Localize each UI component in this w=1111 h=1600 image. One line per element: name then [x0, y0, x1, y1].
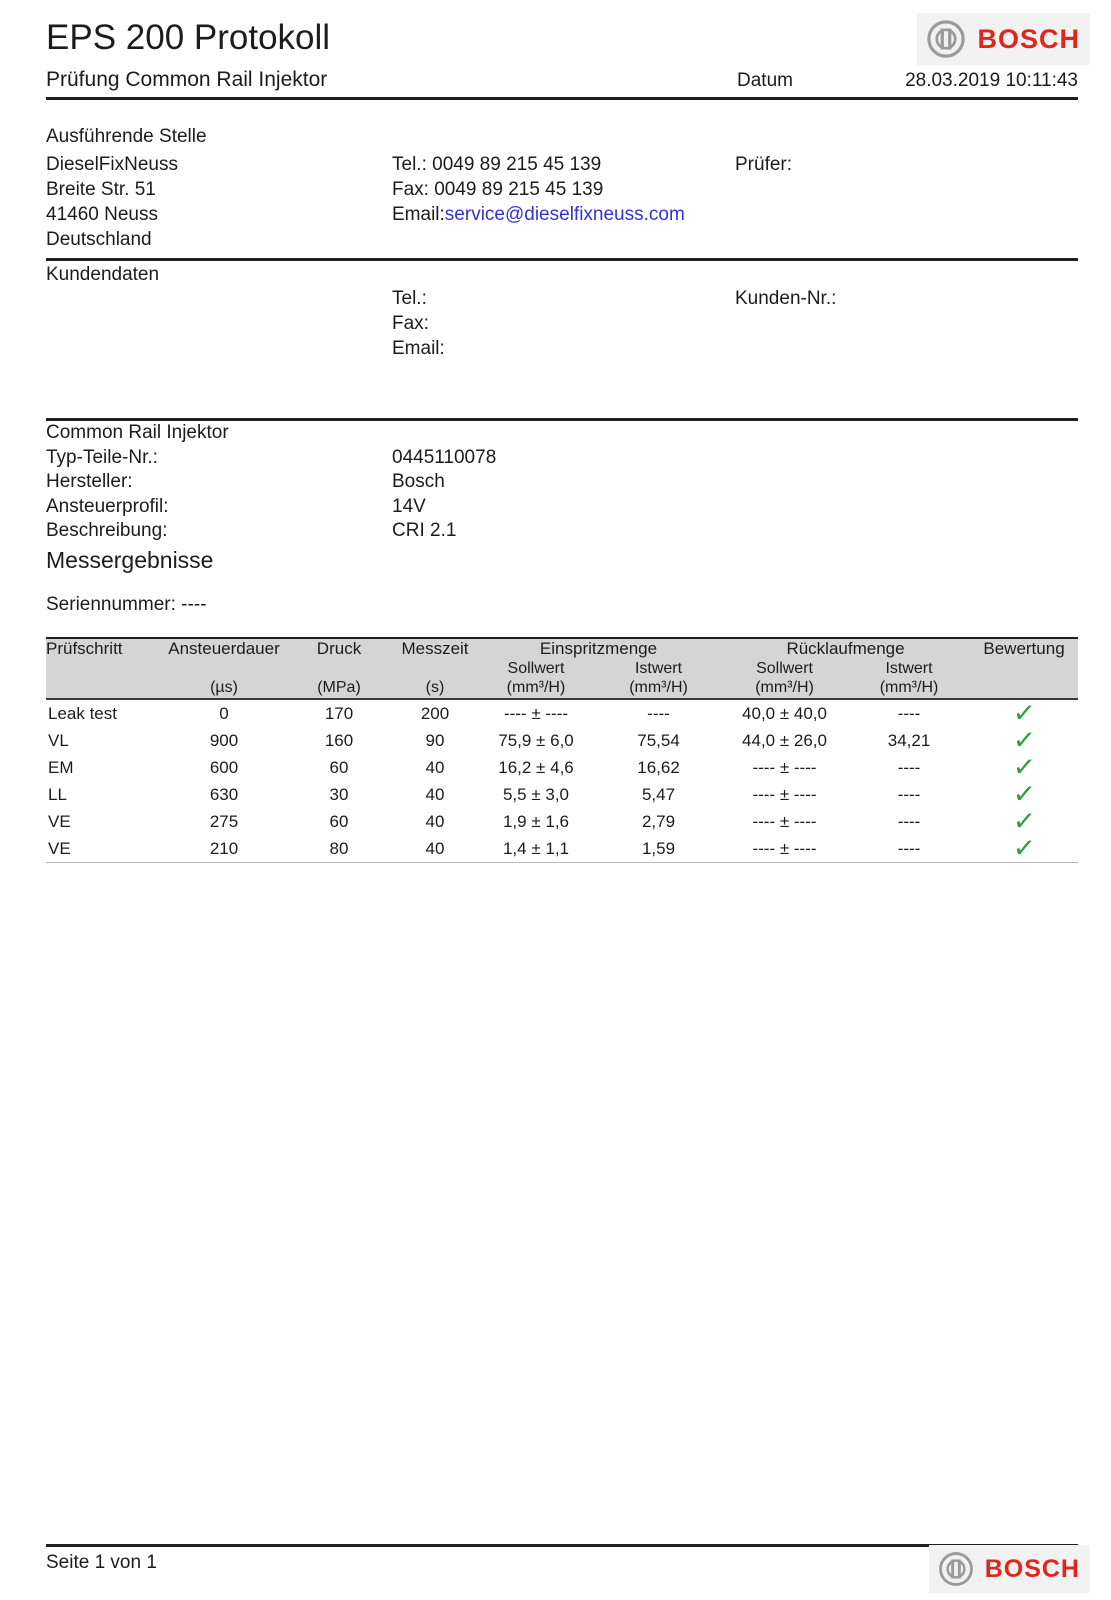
- pass-check-icon: ✓: [1011, 805, 1037, 837]
- customer-number-label: Kunden-Nr.:: [735, 288, 837, 309]
- unit-einspritz-soll: (mm³/H): [476, 678, 596, 699]
- page-number: Seite 1 von 1: [46, 1552, 157, 1573]
- pass-check-icon: ✓: [1011, 751, 1037, 783]
- subheader-ruecklauf-sollwert: Sollwert: [756, 659, 813, 677]
- cell-ansteuerdauer: 900: [209, 730, 239, 750]
- pass-check-icon: ✓: [1011, 724, 1037, 756]
- injector-type-row: [46, 446, 496, 470]
- col-header-bewertung: Bewertung: [970, 638, 1078, 659]
- site-name: DieselFixNeuss: [46, 154, 178, 175]
- col-group-ruecklaufmenge: Rücklaufmenge: [721, 638, 970, 659]
- cell-pruefschritt: VE: [48, 811, 71, 831]
- subheader-einspritz-istwert: Istwert: [634, 659, 683, 677]
- subheader-einspritz-sollwert: Sollwert: [507, 659, 565, 677]
- unit-messzeit: (s): [394, 678, 476, 699]
- executing-site-address: [46, 152, 178, 252]
- cell-messzeit: 40: [394, 835, 476, 863]
- cell-ruecklauf-soll: 40,0 ± 40,0: [742, 703, 827, 723]
- col-group-einspritzmenge: Einspritzmenge: [476, 638, 721, 659]
- cell-pruefschritt: Leak test: [48, 703, 117, 723]
- table-row: [46, 808, 1078, 835]
- cell-einspritz-ist: ----: [647, 703, 670, 723]
- cell-ruecklauf-soll: ---- ± ----: [752, 811, 817, 831]
- cell-ansteuerdauer: 630: [209, 784, 239, 804]
- header-divider: [46, 97, 1078, 100]
- site-country: Deutschland: [46, 229, 152, 250]
- injector-description-row: [46, 519, 496, 543]
- unit-ruecklauf-ist: (mm³/H): [848, 678, 970, 699]
- serial-label: Seriennummer:: [46, 594, 176, 615]
- table-header: [46, 638, 1078, 699]
- bosch-armature-icon: [937, 1550, 975, 1588]
- date-label: Datum: [737, 70, 793, 91]
- table-row: [46, 699, 1078, 727]
- cell-einspritz-soll: ---- ± ----: [503, 703, 569, 723]
- measurement-results-table: [46, 637, 1078, 863]
- injector-profile-row: [46, 495, 496, 519]
- cell-einspritz-ist: 1,59: [596, 835, 721, 863]
- site-fax: Fax: 0049 89 215 45 139: [392, 179, 604, 200]
- table-row: [46, 835, 1078, 863]
- document-subtitle: Prüfung Common Rail Injektor: [46, 68, 328, 91]
- cell-bewertung: [970, 724, 1078, 756]
- unit-ansteuerdauer: (µs): [164, 678, 284, 699]
- cell-einspritz-ist: 2,79: [641, 811, 676, 831]
- cell-messzeit: 40: [425, 784, 445, 804]
- bosch-logo: [917, 13, 1090, 65]
- customer-tel-label: Tel.:: [392, 288, 427, 309]
- cell-ruecklauf-ist: ----: [897, 757, 921, 777]
- profile-value: 14V: [392, 495, 426, 517]
- col-header-pruefschritt: Prüfschritt: [46, 638, 164, 659]
- cell-einspritz-soll: 16,2 ± 4,6: [498, 757, 574, 777]
- cell-einspritz-ist: 16,62: [637, 757, 680, 777]
- section-divider-injector: [46, 418, 1078, 421]
- cell-druck: 80: [284, 835, 394, 863]
- manufacturer-value: Bosch: [392, 471, 445, 493]
- cell-ruecklauf-soll: ---- ± ----: [752, 757, 817, 777]
- cell-ruecklauf-soll: 44,0 ± 26,0: [742, 730, 827, 750]
- executing-site-heading: Ausführende Stelle: [46, 126, 207, 147]
- serial-number-line: [46, 594, 206, 616]
- customer-contact: [392, 286, 445, 361]
- customer-fax-label: Fax:: [392, 313, 429, 334]
- site-email-link[interactable]: service@dieselfixneuss.com: [444, 204, 685, 225]
- cell-druck: 170: [324, 703, 354, 723]
- cell-ruecklauf-ist: ----: [897, 811, 921, 831]
- unit-druck: (MPa): [284, 678, 394, 699]
- cell-druck: 60: [329, 811, 349, 831]
- cell-einspritz-soll: 5,5 ± 3,0: [502, 784, 570, 804]
- cell-druck: 30: [329, 784, 349, 804]
- cell-einspritz-ist: 75,54: [637, 730, 680, 750]
- type-part-no-label: Typ-Teile-Nr.:: [46, 447, 158, 468]
- site-email-label: Email:: [392, 204, 445, 225]
- cell-ansteuerdauer: 210: [164, 835, 284, 863]
- cell-druck: 60: [329, 757, 349, 777]
- cell-einspritz-soll: 75,9 ± 6,0: [498, 730, 574, 750]
- cell-messzeit: 40: [425, 757, 445, 777]
- pass-check-icon: ✓: [1011, 832, 1037, 864]
- examiner-label: Prüfer:: [735, 154, 793, 175]
- bosch-wordmark: BOSCH: [984, 1554, 1080, 1583]
- unit-ruecklauf-soll: (mm³/H): [721, 678, 848, 699]
- cell-bewertung: [970, 751, 1078, 783]
- cell-ruecklauf-soll: ---- ± ----: [721, 835, 848, 863]
- bosch-armature-icon: [925, 18, 967, 60]
- subheader-ruecklauf-istwert: Istwert: [885, 659, 933, 677]
- cell-bewertung: [970, 778, 1078, 810]
- cell-ansteuerdauer: 275: [209, 811, 239, 831]
- cell-druck: 160: [324, 730, 354, 750]
- profile-label: Ansteuerprofil:: [46, 495, 169, 517]
- description-label: Beschreibung:: [46, 519, 168, 541]
- pass-check-icon: ✓: [1011, 778, 1037, 810]
- table-row: [46, 781, 1078, 808]
- cell-ansteuerdauer: 600: [209, 757, 239, 777]
- bosch-wordmark: BOSCH: [977, 23, 1080, 54]
- site-city: 41460 Neuss: [46, 204, 158, 225]
- col-header-druck: Druck: [284, 638, 394, 659]
- cell-bewertung: [970, 699, 1078, 727]
- cell-ruecklauf-ist: 34,21: [887, 730, 931, 750]
- footer-divider: [46, 1544, 1078, 1547]
- col-header-messzeit: Messzeit: [394, 638, 476, 659]
- site-street: Breite Str. 51: [46, 179, 156, 200]
- cell-ruecklauf-ist: ----: [897, 784, 921, 804]
- cell-messzeit: 40: [425, 811, 445, 831]
- cell-pruefschritt: EM: [48, 757, 74, 777]
- unit-einspritz-ist: (mm³/H): [596, 678, 721, 699]
- customer-heading: Kundendaten: [46, 264, 160, 285]
- pass-check-icon: ✓: [1011, 697, 1037, 729]
- date-value: 28.03.2019 10:11:43: [905, 70, 1078, 91]
- type-part-no-value: 0445110078: [392, 447, 497, 468]
- cell-einspritz-soll: 1,9 ± 1,6: [502, 811, 570, 831]
- cell-messzeit: 90: [425, 730, 445, 750]
- cell-bewertung: [970, 832, 1078, 864]
- description-value: CRI 2.1: [392, 519, 457, 541]
- manufacturer-label: Hersteller:: [46, 471, 133, 493]
- cell-ruecklauf-soll: ---- ± ----: [752, 784, 817, 804]
- executing-site-contact: [392, 152, 685, 227]
- section-divider-customer: [46, 258, 1078, 261]
- page-title: EPS 200 Protokoll: [46, 18, 331, 57]
- injector-details: [46, 446, 496, 543]
- site-email-line: [392, 202, 685, 227]
- col-header-ansteuerdauer: Ansteuerdauer: [164, 638, 284, 659]
- cell-ansteuerdauer: 0: [219, 703, 229, 723]
- cell-pruefschritt: VE: [46, 835, 164, 863]
- serial-value: ----: [181, 594, 207, 615]
- results-heading: Messergebnisse: [46, 547, 214, 573]
- cell-messzeit: 200: [420, 703, 450, 723]
- table-row: [46, 754, 1078, 781]
- cell-ruecklauf-ist: ----: [848, 835, 970, 863]
- cell-einspritz-ist: 5,47: [641, 784, 676, 804]
- table-row: [46, 727, 1078, 754]
- injector-manufacturer-row: [46, 470, 496, 494]
- bosch-logo-footer: [929, 1545, 1090, 1593]
- cell-pruefschritt: LL: [48, 784, 67, 804]
- cell-ruecklauf-ist: ----: [897, 703, 921, 723]
- cell-einspritz-soll: 1,4 ± 1,1: [476, 835, 596, 863]
- injector-heading: Common Rail Injektor: [46, 422, 229, 443]
- cell-bewertung: [970, 805, 1078, 837]
- customer-email-label: Email:: [392, 338, 445, 359]
- cell-pruefschritt: VL: [48, 730, 69, 750]
- site-tel: Tel.: 0049 89 215 45 139: [392, 154, 602, 175]
